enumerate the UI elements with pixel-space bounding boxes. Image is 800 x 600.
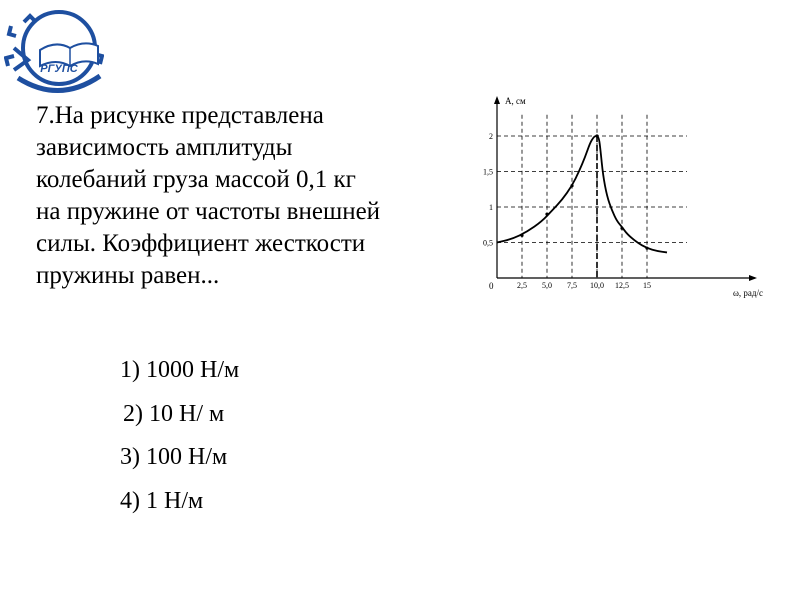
data-point (620, 227, 623, 230)
data-points (520, 134, 648, 249)
question-line: колебаний груза массой 0,1 кг (36, 166, 356, 193)
y-axis-arrow (494, 96, 500, 104)
origin-label: 0 (489, 281, 494, 291)
data-point (595, 134, 598, 137)
y-tick-labels (483, 132, 493, 248)
y-tick-label: 1,5 (483, 167, 493, 177)
x-axis-arrow (749, 275, 757, 281)
answer-option-2[interactable]: 2) 10 Н/ м (123, 400, 225, 427)
x-tick-label: 5,0 (542, 281, 552, 290)
data-point (570, 184, 573, 187)
question-line: силы. Коэффициент жесткости (36, 230, 366, 257)
answer-option-4[interactable]: 4) 1 Н/м (120, 487, 204, 514)
logo-text: РГУПС (40, 63, 78, 75)
x-tick-label: 15 (643, 281, 651, 290)
x-tick-label: 7,5 (567, 281, 577, 290)
x-axis-label: ω, рад/с (733, 288, 763, 298)
x-tick-labels (517, 281, 651, 290)
x-tick-label: 2,5 (517, 281, 527, 290)
chart-axes (494, 96, 757, 281)
answer-options (120, 352, 239, 526)
amplitude-frequency-chart (445, 88, 790, 303)
question-line: пружины равен... (36, 262, 220, 289)
y-axis-label: A, см (505, 96, 526, 106)
university-logo (4, 8, 104, 94)
question-line: 7.На рисунке представлена (36, 102, 324, 129)
data-point (645, 247, 648, 250)
y-tick-label: 2 (489, 132, 493, 141)
question-text (36, 100, 476, 292)
question-line: на пружине от частоты внешней (36, 198, 381, 225)
y-tick-label: 0,5 (483, 238, 493, 248)
y-tick-label: 1 (489, 203, 493, 212)
data-point (545, 213, 548, 216)
question-line: зависимость амплитуды (36, 134, 293, 161)
data-point (520, 234, 523, 237)
x-tick-label: 10,0 (590, 281, 604, 290)
answer-option-1[interactable]: 1) 1000 Н/м (120, 357, 240, 383)
answer-option-3[interactable]: 3) 100 Н/м (120, 444, 228, 470)
x-tick-label: 12,5 (615, 281, 629, 290)
